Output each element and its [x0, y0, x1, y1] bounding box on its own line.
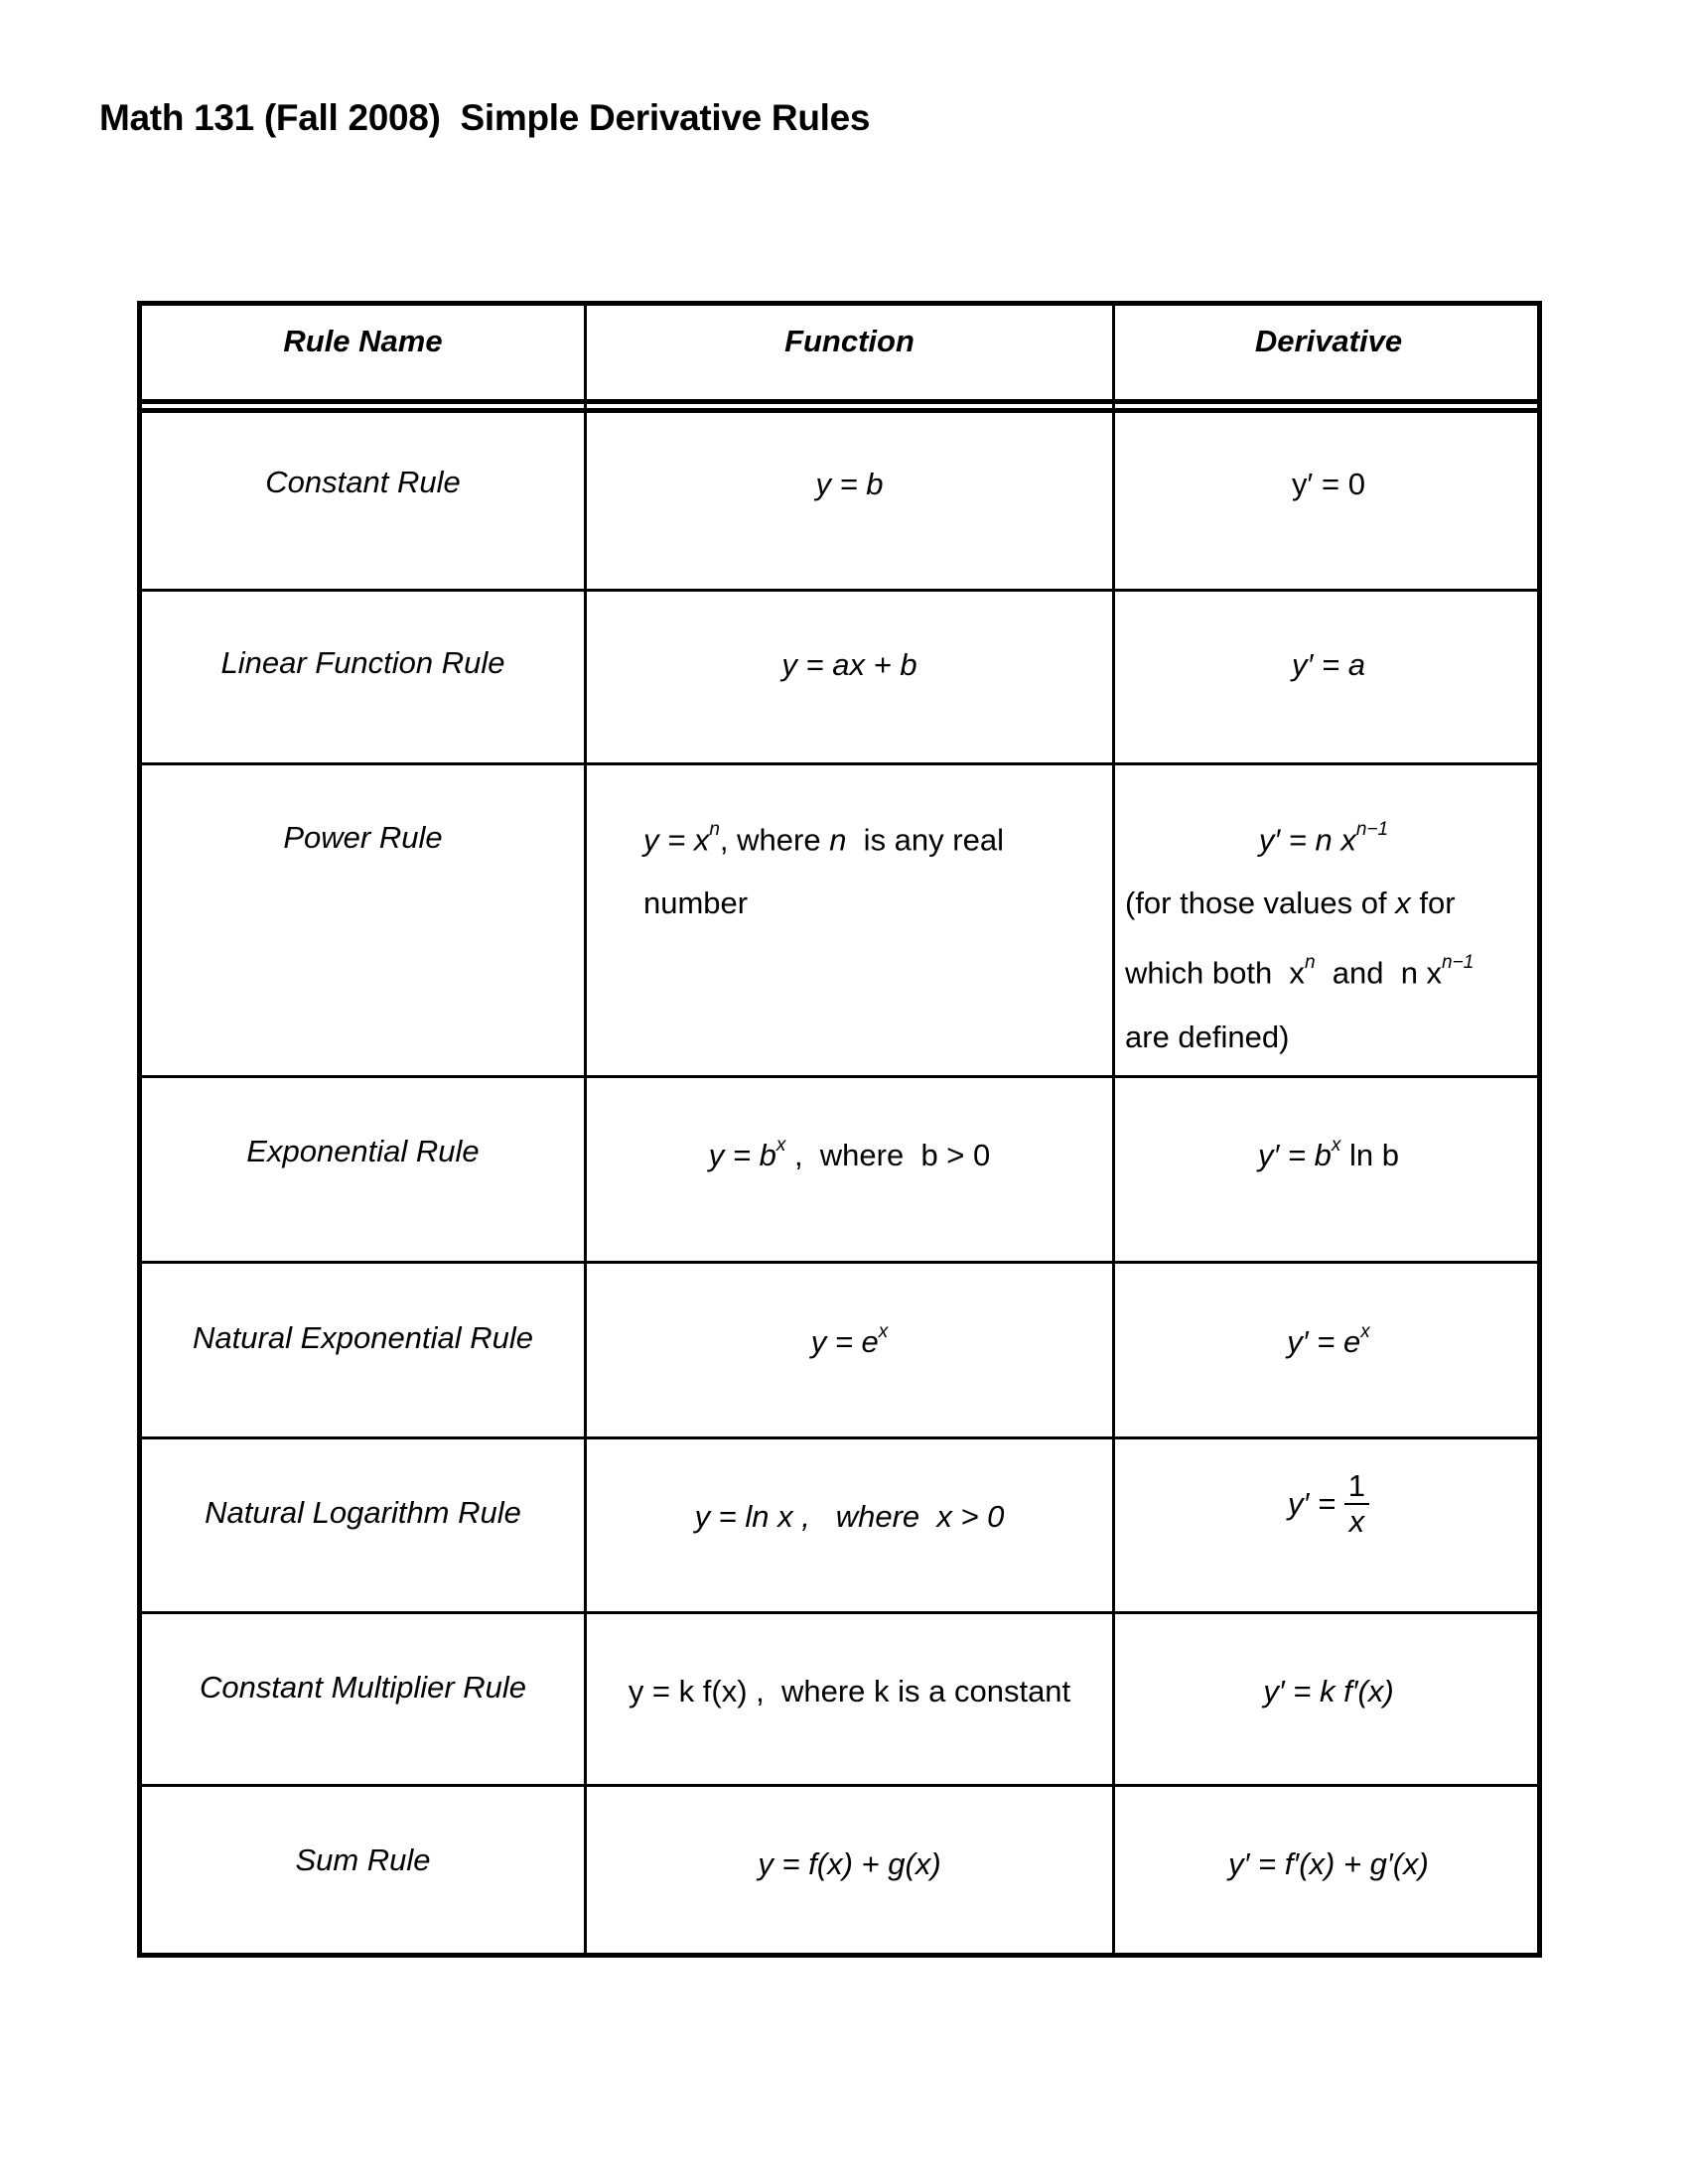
rule-name-constant-multiplier: Constant Multiplier Rule	[199, 1670, 527, 1705]
rule-name-power: Power Rule	[283, 820, 443, 855]
power-exponent: n	[709, 819, 720, 840]
function-sum: y = f(x) + g(x)	[758, 1846, 941, 1881]
power-note: which both x	[1125, 955, 1305, 991]
natexp-deriv-exponent: x	[1360, 1320, 1370, 1342]
rule-name-linear: Linear Function Rule	[220, 645, 505, 680]
power-note-exp: n−1	[1442, 952, 1475, 974]
power-note: for	[1410, 886, 1456, 921]
function-natural-log: y = ln x , where x > 0	[694, 1499, 1005, 1534]
row-divider	[142, 1436, 1537, 1439]
natexp-exponent: x	[878, 1320, 889, 1342]
power-note: and n x	[1315, 955, 1443, 991]
derivative-sum: y′ = f′(x) + g′(x)	[1228, 1846, 1429, 1881]
rule-name-constant: Constant Rule	[265, 465, 461, 499]
page-title: Math 131 (Fall 2008) Simple Derivative Rules	[99, 97, 871, 138]
fraction-denominator: x	[1348, 1504, 1365, 1540]
function-power	[643, 802, 1110, 935]
power-note-exp: n	[1304, 952, 1316, 974]
derivative-natural-exponential	[1115, 1320, 1542, 1360]
exp-exponent: x	[775, 1134, 786, 1156]
row-divider	[142, 1611, 1537, 1614]
header-derivative: Derivative	[1254, 324, 1403, 358]
power-derivative-exp: n−1	[1355, 819, 1389, 840]
fraction	[1344, 1469, 1369, 1539]
header-function: Function	[784, 324, 914, 358]
function-constant: y = b	[815, 467, 884, 501]
function-natural-exponential	[587, 1320, 1112, 1360]
power-text: , where	[719, 822, 830, 858]
function-constant-multiplier: y = k f(x) , where k is a constant	[628, 1674, 1071, 1708]
power-derivative-lhs: y′ = n x	[1258, 822, 1356, 858]
exp-condition: , where b > 0	[785, 1138, 991, 1172]
power-note: are defined)	[1125, 1019, 1290, 1054]
natexp-deriv-lhs: y′ = e	[1287, 1324, 1361, 1359]
power-var: n	[829, 822, 847, 858]
exp-deriv-rest: ln b	[1340, 1138, 1399, 1172]
function-exponential	[587, 1134, 1112, 1173]
power-note: (for those values of	[1125, 886, 1396, 921]
derivative-exponential	[1115, 1134, 1542, 1173]
power-note-x: x	[1395, 886, 1411, 921]
derivative-linear: y′ = a	[1292, 647, 1365, 682]
derivative-natural-log	[1115, 1469, 1542, 1539]
power-text-line2: number	[643, 886, 749, 921]
row-divider	[142, 762, 1537, 765]
fraction-numerator: 1	[1344, 1469, 1369, 1505]
row-divider	[142, 1784, 1537, 1787]
derivative-constant-multiplier: y′ = k f′(x)	[1263, 1674, 1394, 1708]
derivative-text: y′ = 0	[1292, 467, 1365, 501]
rule-name-exponential: Exponential Rule	[246, 1134, 480, 1168]
derivative-constant	[1115, 467, 1542, 502]
ln-deriv-lhs: y′ =	[1288, 1486, 1344, 1522]
header-rule-name: Rule Name	[283, 324, 443, 358]
power-function-lhs: y = x	[643, 822, 710, 858]
derivative-power	[1125, 802, 1542, 1069]
power-text: is any real	[846, 822, 1004, 858]
exp-deriv-lhs: y′ = b	[1258, 1138, 1332, 1172]
derivative-rules-table	[137, 301, 1542, 1958]
row-divider	[142, 1261, 1537, 1264]
header-divider	[142, 408, 1537, 413]
function-linear: y = ax + b	[781, 647, 917, 682]
rule-name-natural-log: Natural Logarithm Rule	[205, 1495, 521, 1530]
rule-name-natural-exponential: Natural Exponential Rule	[193, 1320, 533, 1355]
header-divider	[142, 399, 1537, 404]
exp-deriv-exponent: x	[1331, 1134, 1341, 1156]
rule-name-sum: Sum Rule	[295, 1843, 431, 1877]
natexp-lhs: y = e	[810, 1324, 879, 1359]
exp-lhs: y = b	[708, 1138, 776, 1172]
row-divider	[142, 1075, 1537, 1078]
row-divider	[142, 589, 1537, 592]
